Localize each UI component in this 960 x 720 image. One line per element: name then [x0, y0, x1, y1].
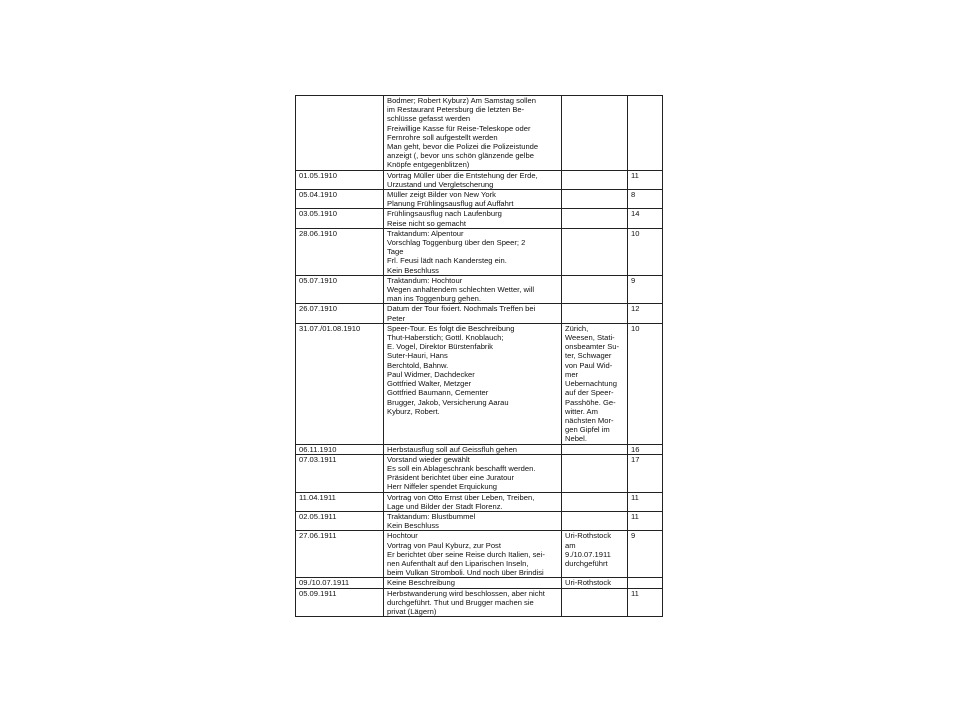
date-cell	[296, 96, 384, 171]
attendance-cell: 11	[628, 588, 663, 617]
attendance-cell: 11	[628, 492, 663, 511]
description-cell: Vortrag Müller über die Entstehung der Erde, Urzustand und Vergletscherung	[384, 170, 562, 189]
date-cell: 06.11.1910	[296, 444, 384, 454]
note-cell	[562, 454, 628, 492]
table-row	[296, 96, 663, 171]
note-cell	[562, 228, 628, 275]
note-cell	[562, 209, 628, 228]
table-row	[296, 531, 663, 578]
date-cell: 01.05.1910	[296, 170, 384, 189]
attendance-cell: 17	[628, 454, 663, 492]
note-cell	[562, 444, 628, 454]
table-row	[296, 228, 663, 275]
table-row	[296, 323, 663, 444]
note-cell	[562, 304, 628, 323]
description-cell: Herbstausflug soll auf Geissfluh gehen	[384, 444, 562, 454]
note-cell	[562, 511, 628, 530]
protocol-table-body	[296, 96, 663, 617]
description-cell: Traktandum: Alpentour Vorschlag Toggenburg über den Speer; 2 Tage Frl. Feusi lädt nach Kandersteg ein. Kein Beschluss	[384, 228, 562, 275]
attendance-cell: 12	[628, 304, 663, 323]
attendance-cell	[628, 578, 663, 588]
description-cell: Vorstand wieder gewählt Es soll ein Ablageschrank beschafft werden. Präsident berichtet über eine Juratour Herr Niffeler spendet Erquickung	[384, 454, 562, 492]
description-cell: Frühlingsausflug nach Laufenburg Reise nicht so gemacht	[384, 209, 562, 228]
date-cell: 09./10.07.1911	[296, 578, 384, 588]
table-row	[296, 454, 663, 492]
table-row	[296, 304, 663, 323]
table-row	[296, 209, 663, 228]
description-cell: Keine Beschreibung	[384, 578, 562, 588]
attendance-cell: 11	[628, 170, 663, 189]
table-row	[296, 275, 663, 304]
date-cell: 11.04.1911	[296, 492, 384, 511]
protocol-table	[295, 95, 663, 617]
date-cell: 27.06.1911	[296, 531, 384, 578]
note-cell	[562, 190, 628, 209]
description-cell: Vortrag von Otto Ernst über Leben, Treiben, Lage und Bilder der Stadt Florenz.	[384, 492, 562, 511]
attendance-cell	[628, 96, 663, 171]
date-cell: 31.07./01.08.1910	[296, 323, 384, 444]
table-row	[296, 170, 663, 189]
note-cell	[562, 275, 628, 304]
attendance-cell: 9	[628, 531, 663, 578]
date-cell: 07.03.1911	[296, 454, 384, 492]
note-cell	[562, 588, 628, 617]
description-cell: Traktandum: Blustbummel Kein Beschluss	[384, 511, 562, 530]
attendance-cell: 14	[628, 209, 663, 228]
date-cell: 02.05.1911	[296, 511, 384, 530]
note-cell: Zürich, Weesen, Stati- onsbeamter Su- ter, Schwager von Paul Wid- mer Uebernachtung auf der Speer- Passhöhe. Ge- witter. Am nächsten Mor- gen Gipfel im Nebel.	[562, 323, 628, 444]
description-cell: Herbstwanderung wird beschlossen, aber nicht durchgeführt. Thut und Brugger machen sie privat (Lägern)	[384, 588, 562, 617]
note-cell	[562, 492, 628, 511]
note-cell: Uri-Rothstock am 9./10.07.1911 durchgeführt	[562, 531, 628, 578]
attendance-cell: 10	[628, 228, 663, 275]
date-cell: 26.07.1910	[296, 304, 384, 323]
attendance-cell: 16	[628, 444, 663, 454]
attendance-cell: 11	[628, 511, 663, 530]
attendance-cell: 10	[628, 323, 663, 444]
description-cell: Bodmer; Robert Kyburz) Am Samstag sollen im Restaurant Petersburg die letzten Be- schlüsse gefasst werden Freiwillige Kasse für Reise-Teleskope oder Fernrohre soll aufgestellt werden Man geht, bevor die Polizei die Polizeistunde anzeigt (, bevor uns schön glänzende gelbe Knöpfe entgegenblitzen)	[384, 96, 562, 171]
date-cell: 05.09.1911	[296, 588, 384, 617]
note-cell: Uri-Rothstock	[562, 578, 628, 588]
attendance-cell: 9	[628, 275, 663, 304]
table-row	[296, 578, 663, 588]
date-cell: 05.04.1910	[296, 190, 384, 209]
description-cell: Speer-Tour. Es folgt die Beschreibung Thut-Haberstich; Gottl. Knoblauch; E. Vogel, Direktor Bürstenfabrik Suter-Hauri, Hans Berchtold, Bahnw. Paul Widmer, Dachdecker Gottfried Walter, Metzger Gottfried Baumann, Cementer Brugger, Jakob, Versicherung Aarau Kyburz, Robert.	[384, 323, 562, 444]
description-cell: Hochtour Vortrag von Paul Kyburz, zur Post Er berichtet über seine Reise durch Italien, sei- nen Aufenthalt auf den Liparischen Inseln, beim Vulkan Stromboli. Und noch über Brindisi	[384, 531, 562, 578]
table-row	[296, 190, 663, 209]
date-cell: 05.07.1910	[296, 275, 384, 304]
description-cell: Traktandum: Hochtour Wegen anhaltendem schlechten Wetter, will man ins Toggenburg gehen.	[384, 275, 562, 304]
note-cell	[562, 170, 628, 189]
description-cell: Müller zeigt Bilder von New York Planung Frühlingsausflug auf Auffahrt	[384, 190, 562, 209]
table-row	[296, 588, 663, 617]
date-cell: 03.05.1910	[296, 209, 384, 228]
attendance-cell: 8	[628, 190, 663, 209]
table-row	[296, 444, 663, 454]
date-cell: 28.06.1910	[296, 228, 384, 275]
table-row	[296, 492, 663, 511]
description-cell: Datum der Tour fixiert. Nochmals Treffen bei Peter	[384, 304, 562, 323]
table-row	[296, 511, 663, 530]
note-cell	[562, 96, 628, 171]
